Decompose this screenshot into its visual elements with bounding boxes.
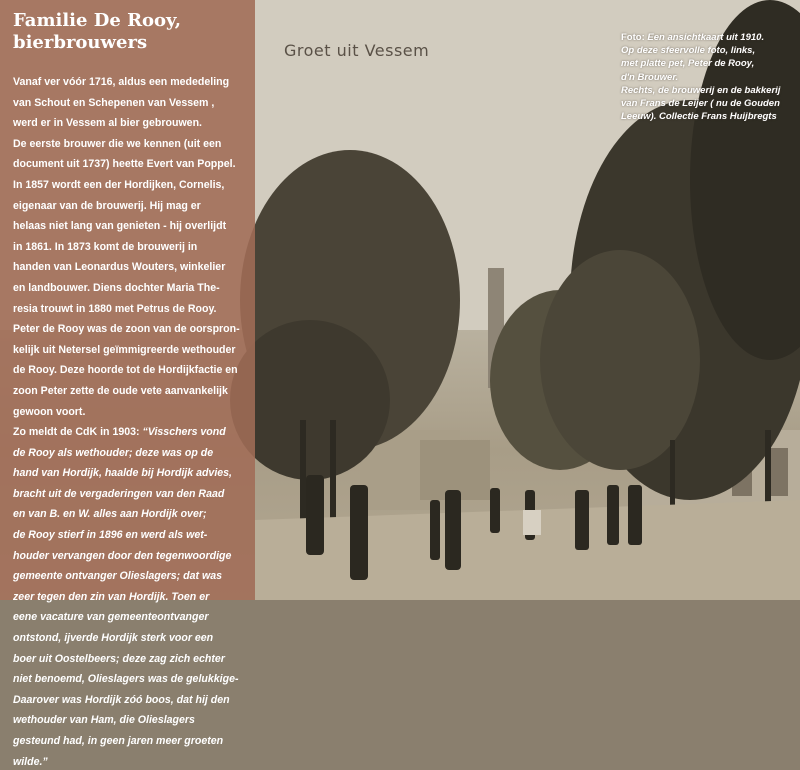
text-panel [0,0,255,768]
article-body: Vanaf ver vóór 1716, aldus een mededeling van Schout en Schepenen van Vessem , werd er in Vessem al bier gebrouwen. De eerste brouwer die we kennen (uit een document uit 1737) heette Evert van Poppel. In 1857 wordt een der Hordijken, Cornelis, eigenaar van de brouwerij. Hij mag er helaas niet lang van genieten - hij overlijdt in 1861. In 1873 komt de brouwerij in handen van Leonardus Wouters, winkelier en landbouwer. Diens dochter Maria The- resia trouwt in 1880 met Petrus de Rooy. Peter de Rooy was de zoon van de oorspron- kelijk uit Netersel geïmmigreerde wethouder de Rooy. Deze hoorde tot de Hordijkfactie en zoon Peter zette de oude vete aanvankelijk gewoon voort. Zo meldt de CdK in 1903: [13,76,240,439]
postcard-caption: Groet uit Vessem [284,41,430,60]
title-line-1: Familie De Rooy, [13,10,182,31]
photo-caption [621,31,796,123]
caption-text: Een ansichtkaart uit 1910. Op deze sfeervolle foto, links, met platte pet, Peter de Rooy, d'n Brouwer. Rechts, de brouwerij en de bakkerij van Frans de Leijer ( nu de Gouden Leeuw). Collectie Frans Huijbregts [621,32,781,123]
caption-lead: Foto: [621,32,648,43]
title-line-2: bierbrouwers [13,32,148,53]
article-text [13,70,247,770]
page-title [13,10,247,54]
article-quote: “Visschers vond de Rooy als wethouder; deze was op de hand van Hordijk, haalde bij Hordijk advies, bracht uit de vergaderingen van den Raad en van B. en W. alles aan Hordijk over; de Rooy stierf in 1896 en werd als wet- houder vervangen door den tegenwoordige gemeente ontvanger Olieslagers; dat was zeer tegen den zin van Hordijk. Toen er eene vacature van gemeenteontvanger ontstond, ijverde Hordijk sterk voor een boer uit Oostelbeers; deze zag zich echter niet benoemd, Olieslagers was de gelukkige- Daarover was Hordijk zóó boos, dat hij den wethouder van Ham, die Olieslagers gesteund had, in geen jaren meer groeten wilde.” [13,426,239,768]
